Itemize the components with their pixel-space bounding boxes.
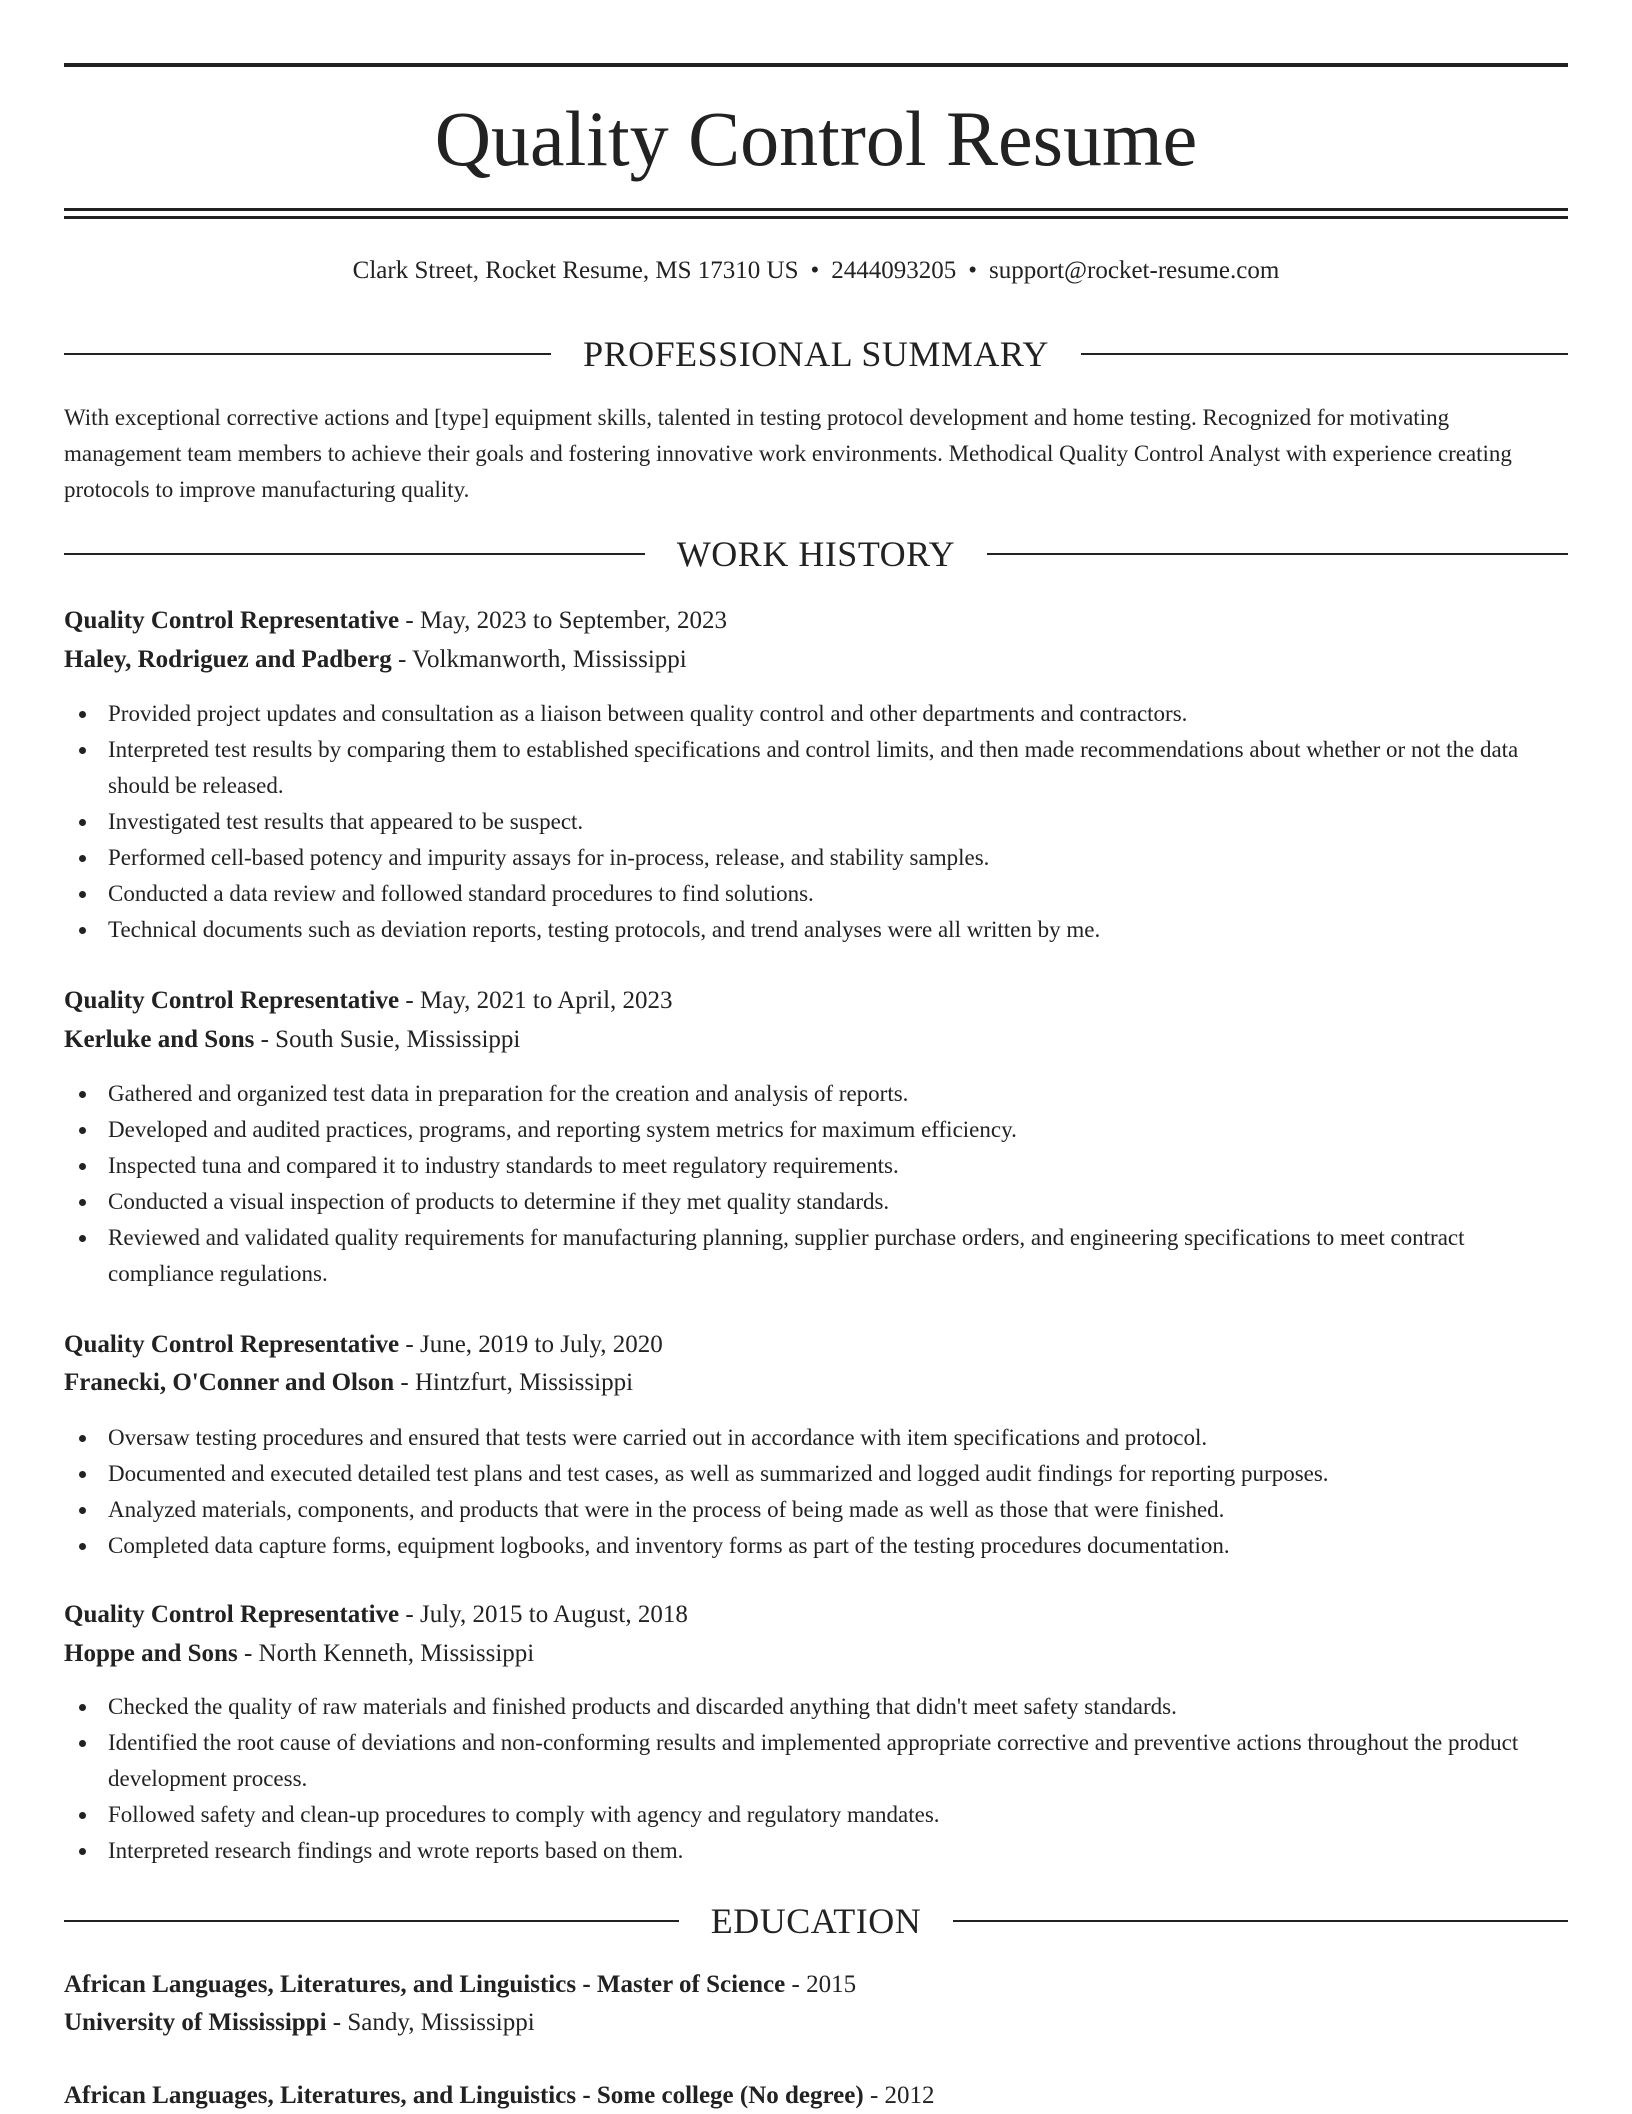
- contact-phone: 2444093205: [831, 257, 957, 284]
- section-header-work: [64, 534, 1568, 574]
- job-title: Quality Control Representative: [64, 987, 400, 1014]
- section-rule: [953, 1920, 1568, 1922]
- contact-separator: •: [810, 257, 820, 284]
- job-bullet: Oversaw testing procedures and ensured that tests were carried out in accordance with item specifications and protocol.: [64, 1420, 1568, 1456]
- job-title: Quality Control Representative: [64, 607, 400, 634]
- job-bullet: Completed data capture forms, equipment logbooks, and inventory forms as part of the testing procedures documentation.: [64, 1528, 1568, 1564]
- section-title-summary: PROFESSIONAL SUMMARY: [583, 334, 1049, 374]
- section-rule: [987, 553, 1568, 555]
- job-bullet: Investigated test results that appeared to be suspect.: [64, 804, 1568, 840]
- job-location: - Volkmanworth, Mississippi: [391, 646, 687, 673]
- section-title-work: WORK HISTORY: [676, 534, 956, 574]
- education-degree-line: [64, 1967, 1568, 2003]
- education-year: - 2012: [863, 2082, 935, 2109]
- job-dates: - June, 2019 to July, 2020: [399, 1331, 663, 1358]
- title-rule-upper: [64, 208, 1568, 211]
- education-school-line: [64, 2005, 1568, 2041]
- job-bullets: [64, 1420, 1568, 1564]
- job-bullet: Conducted a visual inspection of products to determine if they met quality standards.: [64, 1184, 1568, 1220]
- job-bullet: Documented and executed detailed test plans and test cases, as well as summarized and logged audit findings for reporting purposes.: [64, 1456, 1568, 1492]
- job-location: - Hintzfurt, Mississippi: [394, 1369, 634, 1396]
- job-bullet: Analyzed materials, components, and products that were in the process of being made as well as those that were finished.: [64, 1492, 1568, 1528]
- contact-address: Clark Street, Rocket Resume, MS 17310 US: [352, 257, 799, 284]
- contact-line: [64, 255, 1568, 287]
- job-company-line: [64, 1022, 1568, 1058]
- job-bullet: Interpreted test results by comparing them to established specifications and control limits, and then made recommendations about whether or not the data should be released.: [64, 732, 1568, 804]
- summary-text: With exceptional corrective actions and [type] equipment skills, talented in testing protocol development and home testing. Recognized for motivating management team members to achieve their goals and fostering innovative work environments. Methodical Quality Control Analyst with experience creating protocols to improve manufacturing quality.: [64, 405, 1512, 502]
- job-bullet: Inspected tuna and compared it to industry standards to meet regulatory requirements.: [64, 1148, 1568, 1184]
- resume-title: Quality Control Resume: [434, 95, 1198, 182]
- section-title-education: EDUCATION: [710, 1901, 922, 1941]
- job-bullet: Provided project updates and consultation as a liaison between quality control and other departments and contractors.: [64, 696, 1568, 732]
- top-rule: [64, 63, 1568, 67]
- job-company: Franecki, O'Conner and Olson: [64, 1369, 395, 1396]
- job-company: Hoppe and Sons: [64, 1640, 238, 1667]
- education-location: - Sandy, Mississippi: [326, 2009, 535, 2036]
- job-company: Haley, Rodriguez and Padberg: [64, 646, 392, 673]
- job-dates: - May, 2021 to April, 2023: [399, 987, 673, 1014]
- section-rule: [64, 353, 551, 355]
- section-rule: [64, 553, 645, 555]
- education-degree: African Languages, Literatures, and Linguistics - Master of Science: [64, 1971, 786, 1998]
- contact-separator: •: [968, 257, 978, 284]
- title-rule-lower: [64, 216, 1568, 219]
- contact-email: support@rocket-resume.com: [989, 257, 1280, 284]
- job-dates: - July, 2015 to August, 2018: [399, 1601, 688, 1628]
- job-company-line: [64, 642, 1568, 678]
- job-location: - North Kenneth, Mississippi: [237, 1640, 535, 1667]
- job-bullet: Conducted a data review and followed standard procedures to find solutions.: [64, 876, 1568, 912]
- section-header-education: [64, 1901, 1568, 1941]
- section-rule: [1081, 353, 1568, 355]
- job-location: - South Susie, Mississippi: [254, 1026, 521, 1053]
- job-title-line: [64, 603, 1568, 639]
- job-bullet: Followed safety and clean-up procedures to comply with agency and regulatory mandates.: [64, 1797, 1568, 1833]
- job-bullet: Identified the root cause of deviations and non-conforming results and implemented appropriate corrective and preventive actions throughout the product development process.: [64, 1725, 1568, 1797]
- job-bullet: Reviewed and validated quality requirements for manufacturing planning, supplier purchase orders, and engineering specifications to meet contract compliance regulations.: [64, 1220, 1568, 1292]
- job-bullet: Checked the quality of raw materials and finished products and discarded anything that didn't meet safety standards.: [64, 1689, 1568, 1725]
- job-company-line: [64, 1365, 1568, 1401]
- job-title-line: [64, 1597, 1568, 1633]
- job-title-line: [64, 983, 1568, 1019]
- job-dates: - May, 2023 to September, 2023: [399, 607, 728, 634]
- job-bullets: [64, 696, 1568, 948]
- education-degree-line: [64, 2078, 1568, 2114]
- job-bullet: Gathered and organized test data in preparation for the creation and analysis of reports.: [64, 1076, 1568, 1112]
- job-title: Quality Control Representative: [64, 1331, 400, 1358]
- job-company: Kerluke and Sons: [64, 1026, 255, 1053]
- job-title-line: [64, 1327, 1568, 1363]
- job-bullet: Technical documents such as deviation reports, testing protocols, and trend analyses were all written by me.: [64, 912, 1568, 948]
- education-degree: African Languages, Literatures, and Linguistics - Some college (No degree): [64, 2082, 864, 2109]
- job-company-line: [64, 1636, 1568, 1672]
- section-rule: [64, 1920, 679, 1922]
- education-year: - 2015: [785, 1971, 857, 1998]
- job-bullets: [64, 1076, 1568, 1292]
- education-school: University of Mississippi: [64, 2009, 327, 2036]
- job-bullet: Developed and audited practices, programs, and reporting system metrics for maximum efficiency.: [64, 1112, 1568, 1148]
- job-bullet: Performed cell-based potency and impurity assays for in-process, release, and stability samples.: [64, 840, 1568, 876]
- job-title: Quality Control Representative: [64, 1601, 400, 1628]
- job-bullet: Interpreted research findings and wrote reports based on them.: [64, 1833, 1568, 1869]
- job-bullets: [64, 1689, 1568, 1869]
- section-header-summary: [64, 334, 1568, 374]
